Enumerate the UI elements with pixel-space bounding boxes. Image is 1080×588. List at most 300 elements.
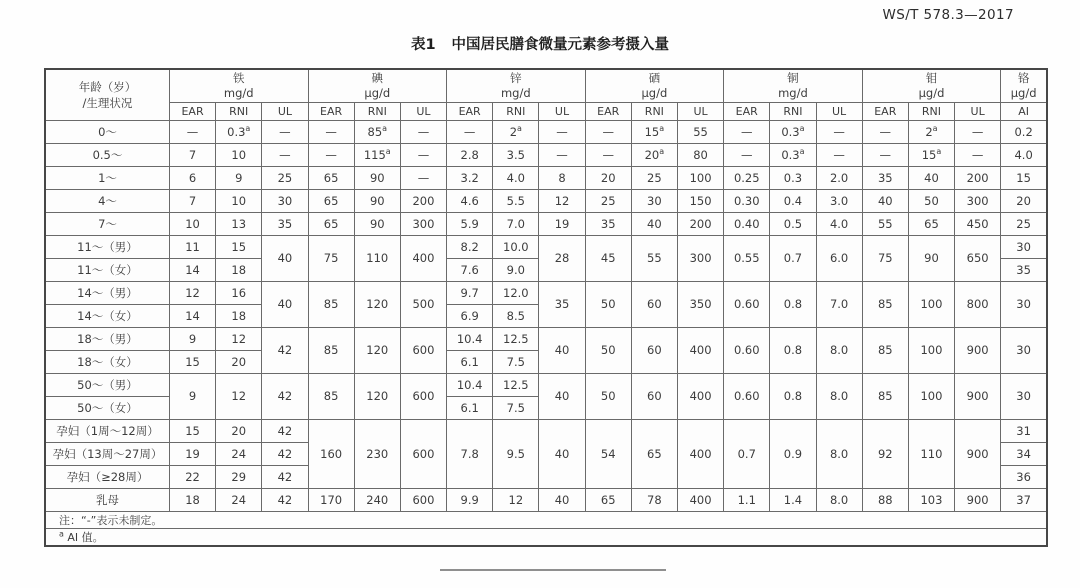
value-cell: 19 bbox=[539, 212, 585, 235]
value-cell: 29 bbox=[216, 465, 262, 488]
value-cell: 6 bbox=[169, 166, 215, 189]
value-cell: 90 bbox=[908, 235, 954, 281]
value-cell: 10.4 bbox=[447, 327, 493, 350]
footnote-marker: a bbox=[245, 123, 251, 133]
value-cell: 75 bbox=[862, 235, 908, 281]
value-cell: 100 bbox=[908, 327, 954, 373]
value-cell: 25 bbox=[631, 166, 677, 189]
value-cell: 200 bbox=[955, 166, 1001, 189]
sub-header: EAR bbox=[308, 102, 354, 120]
page-footer-rule bbox=[440, 569, 666, 571]
value-cell: 50 bbox=[585, 327, 631, 373]
value-cell: 110 bbox=[908, 419, 954, 488]
footnote-marker: a bbox=[936, 146, 942, 156]
value-cell: 19 bbox=[169, 442, 215, 465]
sub-header: UL bbox=[262, 102, 308, 120]
value-cell: — bbox=[862, 143, 908, 166]
value-cell: 85 bbox=[308, 327, 354, 373]
value-cell: 25 bbox=[585, 189, 631, 212]
table-row bbox=[45, 189, 1047, 212]
value-cell: 40 bbox=[539, 373, 585, 419]
footnote-marker: a bbox=[382, 123, 388, 133]
sub-header: RNI bbox=[354, 102, 400, 120]
sub-header: UL bbox=[539, 102, 585, 120]
footnote-marker: a bbox=[799, 146, 805, 156]
value-cell: 9.0 bbox=[493, 258, 539, 281]
value-cell: 30 bbox=[1001, 327, 1047, 373]
sub-header: AI bbox=[1001, 102, 1047, 120]
value-cell: 90 bbox=[354, 166, 400, 189]
value-cell: 60 bbox=[631, 327, 677, 373]
value-cell: 14 bbox=[169, 258, 215, 281]
value-cell: 8.0 bbox=[816, 419, 862, 488]
value-cell: 25 bbox=[262, 166, 308, 189]
note-row bbox=[45, 528, 1047, 546]
value-cell: 400 bbox=[400, 235, 446, 281]
value-cell: 88 bbox=[862, 488, 908, 511]
value-cell: 2.0 bbox=[816, 166, 862, 189]
sub-header: UL bbox=[816, 102, 862, 120]
value-cell: 230 bbox=[354, 419, 400, 488]
footnote-marker: a bbox=[517, 123, 522, 133]
value-cell: 8.0 bbox=[816, 327, 862, 373]
value-cell: 12.5 bbox=[493, 373, 539, 396]
value-cell: 8.0 bbox=[816, 373, 862, 419]
value-cell: 35 bbox=[1001, 258, 1047, 281]
value-cell: 10.0 bbox=[493, 235, 539, 258]
row-label: 孕妇（13周～27周） bbox=[45, 442, 169, 465]
value-cell: 3.0 bbox=[816, 189, 862, 212]
value-cell: 600 bbox=[400, 373, 446, 419]
value-cell: 600 bbox=[400, 419, 446, 488]
value-cell: 34 bbox=[1001, 442, 1047, 465]
sub-header: EAR bbox=[585, 102, 631, 120]
value-cell: 42 bbox=[262, 442, 308, 465]
value-cell: 0.30 bbox=[724, 189, 770, 212]
footnote-marker: a bbox=[659, 146, 665, 156]
value-cell: 0.3$^a$ bbox=[770, 143, 816, 166]
row-label: 50～（男） bbox=[45, 373, 169, 396]
value-cell: 75 bbox=[308, 235, 354, 281]
sub-header: UL bbox=[400, 102, 446, 120]
value-cell: 0.7 bbox=[770, 235, 816, 281]
value-cell: 55 bbox=[631, 235, 677, 281]
value-cell: 12 bbox=[169, 281, 215, 304]
value-cell: 4.0 bbox=[816, 212, 862, 235]
value-cell: 40 bbox=[539, 419, 585, 488]
value-cell: 0.8 bbox=[770, 327, 816, 373]
value-cell: 0.4 bbox=[770, 189, 816, 212]
value-cell: 45 bbox=[585, 235, 631, 281]
value-cell: 0.8 bbox=[770, 373, 816, 419]
value-cell: 600 bbox=[400, 327, 446, 373]
table-row bbox=[45, 143, 1047, 166]
value-cell: 42 bbox=[262, 419, 308, 442]
row-label: 1～ bbox=[45, 166, 169, 189]
value-cell: 350 bbox=[677, 281, 723, 327]
value-cell: 0.2 bbox=[1001, 120, 1047, 143]
element-group-header: 铬 μg/d bbox=[1001, 69, 1047, 102]
value-cell: 12 bbox=[539, 189, 585, 212]
table-row bbox=[45, 488, 1047, 511]
value-cell: 15 bbox=[216, 235, 262, 258]
value-cell: 450 bbox=[955, 212, 1001, 235]
value-cell: 0.60 bbox=[724, 327, 770, 373]
value-cell: 4.0 bbox=[1001, 143, 1047, 166]
dietary-reference-intake-table bbox=[44, 68, 1048, 547]
value-cell: 400 bbox=[677, 488, 723, 511]
value-cell: 20 bbox=[216, 419, 262, 442]
value-cell: 10.4 bbox=[447, 373, 493, 396]
value-cell: 90 bbox=[354, 189, 400, 212]
value-cell: 65 bbox=[908, 212, 954, 235]
value-cell: — bbox=[262, 120, 308, 143]
value-cell: 8 bbox=[539, 166, 585, 189]
table-notes bbox=[45, 511, 1047, 546]
value-cell: — bbox=[585, 143, 631, 166]
footnote-marker: a bbox=[385, 146, 391, 156]
value-cell: — bbox=[400, 166, 446, 189]
value-cell: — bbox=[955, 143, 1001, 166]
value-cell: 3.5 bbox=[493, 143, 539, 166]
value-cell: 10 bbox=[216, 189, 262, 212]
value-cell: 5.5 bbox=[493, 189, 539, 212]
sub-header: EAR bbox=[169, 102, 215, 120]
row-label: 11～（男） bbox=[45, 235, 169, 258]
value-cell: 200 bbox=[400, 189, 446, 212]
value-cell: 1.4 bbox=[770, 488, 816, 511]
value-cell: 40 bbox=[262, 235, 308, 281]
note-text: $^a$ AI 值。 bbox=[45, 528, 1047, 546]
value-cell: 54 bbox=[585, 419, 631, 488]
value-cell: 40 bbox=[539, 488, 585, 511]
note-row bbox=[45, 511, 1047, 528]
value-cell: 7.6 bbox=[447, 258, 493, 281]
value-cell: 85 bbox=[862, 281, 908, 327]
value-cell: 0.3 bbox=[770, 166, 816, 189]
row-label: 孕妇（1周～12周） bbox=[45, 419, 169, 442]
row-label: 11～（女） bbox=[45, 258, 169, 281]
value-cell: 11 bbox=[169, 235, 215, 258]
value-cell: 15 bbox=[169, 350, 215, 373]
row-label: 0～ bbox=[45, 120, 169, 143]
value-cell: 12 bbox=[216, 327, 262, 350]
standard-number: WS/T 578.3—2017 bbox=[882, 7, 1014, 23]
row-label: 14～（男） bbox=[45, 281, 169, 304]
value-cell: 2$^a$ bbox=[493, 120, 539, 143]
value-cell: 65 bbox=[308, 166, 354, 189]
value-cell: 900 bbox=[955, 488, 1001, 511]
value-cell: 30 bbox=[1001, 373, 1047, 419]
value-cell: 40 bbox=[862, 189, 908, 212]
value-cell: 12 bbox=[216, 373, 262, 419]
value-cell: 20 bbox=[1001, 189, 1047, 212]
sub-header: EAR bbox=[447, 102, 493, 120]
value-cell: 65 bbox=[585, 488, 631, 511]
value-cell: 35 bbox=[262, 212, 308, 235]
value-cell: — bbox=[169, 120, 215, 143]
value-cell: 15 bbox=[1001, 166, 1047, 189]
element-group-header: 钼 μg/d bbox=[862, 69, 1001, 102]
value-cell: 7.0 bbox=[493, 212, 539, 235]
value-cell: 85 bbox=[308, 373, 354, 419]
table-row bbox=[45, 419, 1047, 442]
value-cell: 8.5 bbox=[493, 304, 539, 327]
row-label: 7～ bbox=[45, 212, 169, 235]
table-row bbox=[45, 120, 1047, 143]
value-cell: 400 bbox=[677, 419, 723, 488]
value-cell: 0.8 bbox=[770, 281, 816, 327]
value-cell: 600 bbox=[400, 488, 446, 511]
value-cell: 10 bbox=[216, 143, 262, 166]
value-cell: 300 bbox=[955, 189, 1001, 212]
value-cell: 0.55 bbox=[724, 235, 770, 281]
value-cell: 20 bbox=[585, 166, 631, 189]
row-label: 50～（女） bbox=[45, 396, 169, 419]
value-cell: 65 bbox=[308, 189, 354, 212]
value-cell: 0.60 bbox=[724, 373, 770, 419]
value-cell: 110 bbox=[354, 235, 400, 281]
value-cell: 9.9 bbox=[447, 488, 493, 511]
value-cell: 0.7 bbox=[724, 419, 770, 488]
note-text: 注：“-”表示未制定。 bbox=[45, 511, 1047, 528]
sub-header: EAR bbox=[862, 102, 908, 120]
sub-header: RNI bbox=[216, 102, 262, 120]
value-cell: 7.5 bbox=[493, 396, 539, 419]
value-cell: 30 bbox=[1001, 281, 1047, 327]
header-row-groups bbox=[45, 69, 1047, 102]
value-cell: 0.3$^a$ bbox=[770, 120, 816, 143]
value-cell: 36 bbox=[1001, 465, 1047, 488]
value-cell: 7.0 bbox=[816, 281, 862, 327]
sub-header: EAR bbox=[724, 102, 770, 120]
value-cell: 0.40 bbox=[724, 212, 770, 235]
value-cell: 7 bbox=[169, 143, 215, 166]
value-cell: 12.5 bbox=[493, 327, 539, 350]
value-cell: 120 bbox=[354, 327, 400, 373]
value-cell: 300 bbox=[400, 212, 446, 235]
value-cell: — bbox=[539, 143, 585, 166]
row-label: 14～（女） bbox=[45, 304, 169, 327]
table-row bbox=[45, 327, 1047, 350]
value-cell: 14 bbox=[169, 304, 215, 327]
header-row-subs bbox=[45, 102, 1047, 120]
footnote-marker: a bbox=[59, 528, 64, 538]
value-cell: — bbox=[862, 120, 908, 143]
value-cell: 15$^a$ bbox=[631, 120, 677, 143]
value-cell: 30 bbox=[631, 189, 677, 212]
table-row bbox=[45, 235, 1047, 258]
value-cell: 16 bbox=[216, 281, 262, 304]
value-cell: 55 bbox=[862, 212, 908, 235]
value-cell: — bbox=[539, 120, 585, 143]
table-head bbox=[45, 69, 1047, 120]
sub-header: RNI bbox=[770, 102, 816, 120]
value-cell: 18 bbox=[169, 488, 215, 511]
value-cell: 24 bbox=[216, 488, 262, 511]
value-cell: 85 bbox=[862, 327, 908, 373]
sub-header: RNI bbox=[908, 102, 954, 120]
element-group-header: 硒 μg/d bbox=[585, 69, 724, 102]
value-cell: 85 bbox=[862, 373, 908, 419]
value-cell: 100 bbox=[908, 373, 954, 419]
value-cell: 9 bbox=[216, 166, 262, 189]
value-cell: 3.2 bbox=[447, 166, 493, 189]
value-cell: 85 bbox=[308, 281, 354, 327]
value-cell: 20$^a$ bbox=[631, 143, 677, 166]
element-group-header: 铁 mg/d bbox=[169, 69, 308, 102]
sub-header: RNI bbox=[631, 102, 677, 120]
table-row bbox=[45, 212, 1047, 235]
footnote-marker: a bbox=[799, 123, 805, 133]
value-cell: 7.5 bbox=[493, 350, 539, 373]
value-cell: 30 bbox=[262, 189, 308, 212]
value-cell: 120 bbox=[354, 281, 400, 327]
value-cell: — bbox=[955, 120, 1001, 143]
value-cell: 6.1 bbox=[447, 350, 493, 373]
value-cell: 9.7 bbox=[447, 281, 493, 304]
value-cell: 40 bbox=[631, 212, 677, 235]
value-cell: 6.9 bbox=[447, 304, 493, 327]
value-cell: 115$^a$ bbox=[354, 143, 400, 166]
value-cell: 240 bbox=[354, 488, 400, 511]
value-cell: 40 bbox=[539, 327, 585, 373]
table-row bbox=[45, 166, 1047, 189]
value-cell: 15 bbox=[169, 419, 215, 442]
value-cell: 2.8 bbox=[447, 143, 493, 166]
value-cell: 18 bbox=[216, 258, 262, 281]
value-cell: 92 bbox=[862, 419, 908, 488]
value-cell: 150 bbox=[677, 189, 723, 212]
table-body bbox=[45, 120, 1047, 511]
row-label: 4～ bbox=[45, 189, 169, 212]
value-cell: 40 bbox=[262, 281, 308, 327]
sub-header: UL bbox=[677, 102, 723, 120]
value-cell: 6.0 bbox=[816, 235, 862, 281]
value-cell: 900 bbox=[955, 419, 1001, 488]
value-cell: 170 bbox=[308, 488, 354, 511]
value-cell: 6.1 bbox=[447, 396, 493, 419]
value-cell: 31 bbox=[1001, 419, 1047, 442]
value-cell: 7.8 bbox=[447, 419, 493, 488]
value-cell: 15$^a$ bbox=[908, 143, 954, 166]
value-cell: — bbox=[447, 120, 493, 143]
value-cell: 9.5 bbox=[493, 419, 539, 488]
value-cell: 50 bbox=[585, 281, 631, 327]
value-cell: 78 bbox=[631, 488, 677, 511]
value-cell: 22 bbox=[169, 465, 215, 488]
value-cell: 18 bbox=[216, 304, 262, 327]
table-row bbox=[45, 373, 1047, 396]
value-cell: 28 bbox=[539, 235, 585, 281]
value-cell: 24 bbox=[216, 442, 262, 465]
value-cell: 0.5 bbox=[770, 212, 816, 235]
value-cell: 100 bbox=[677, 166, 723, 189]
value-cell: 25 bbox=[1001, 212, 1047, 235]
footnote-marker: a bbox=[659, 123, 665, 133]
value-cell: 1.1 bbox=[724, 488, 770, 511]
value-cell: 35 bbox=[862, 166, 908, 189]
value-cell: 42 bbox=[262, 373, 308, 419]
value-cell: 9 bbox=[169, 373, 215, 419]
value-cell: 0.3$^a$ bbox=[216, 120, 262, 143]
age-column-header: 年龄（岁） /生理状况 bbox=[45, 69, 169, 120]
element-group-header: 铜 mg/d bbox=[724, 69, 863, 102]
sub-header: RNI bbox=[493, 102, 539, 120]
value-cell: 8.0 bbox=[816, 488, 862, 511]
value-cell: 20 bbox=[216, 350, 262, 373]
value-cell: 35 bbox=[539, 281, 585, 327]
value-cell: 2$^a$ bbox=[908, 120, 954, 143]
value-cell: 0.60 bbox=[724, 281, 770, 327]
value-cell: — bbox=[308, 143, 354, 166]
value-cell: 900 bbox=[955, 327, 1001, 373]
value-cell: 60 bbox=[631, 373, 677, 419]
table-name: 中国居民膳食微量元素参考摄入量 bbox=[451, 37, 670, 53]
value-cell: 7 bbox=[169, 189, 215, 212]
value-cell: — bbox=[724, 143, 770, 166]
value-cell: 100 bbox=[908, 281, 954, 327]
value-cell: 60 bbox=[631, 281, 677, 327]
value-cell: 800 bbox=[955, 281, 1001, 327]
row-label: 18～（男） bbox=[45, 327, 169, 350]
value-cell: 42 bbox=[262, 327, 308, 373]
value-cell: — bbox=[724, 120, 770, 143]
row-label: 0.5～ bbox=[45, 143, 169, 166]
row-label: 孕妇（≥28周） bbox=[45, 465, 169, 488]
value-cell: — bbox=[585, 120, 631, 143]
value-cell: 55 bbox=[677, 120, 723, 143]
value-cell: 650 bbox=[955, 235, 1001, 281]
value-cell: 9 bbox=[169, 327, 215, 350]
value-cell: 65 bbox=[631, 419, 677, 488]
value-cell: 37 bbox=[1001, 488, 1047, 511]
row-label: 18～（女） bbox=[45, 350, 169, 373]
table-title bbox=[0, 33, 1080, 54]
value-cell: 400 bbox=[677, 373, 723, 419]
value-cell: 50 bbox=[585, 373, 631, 419]
value-cell: 400 bbox=[677, 327, 723, 373]
value-cell: — bbox=[816, 120, 862, 143]
value-cell: 65 bbox=[308, 212, 354, 235]
value-cell: 42 bbox=[262, 465, 308, 488]
value-cell: 0.9 bbox=[770, 419, 816, 488]
value-cell: 4.0 bbox=[493, 166, 539, 189]
value-cell: 8.2 bbox=[447, 235, 493, 258]
table-row bbox=[45, 281, 1047, 304]
value-cell: 5.9 bbox=[447, 212, 493, 235]
footnote-marker: a bbox=[932, 123, 938, 133]
value-cell: 85$^a$ bbox=[354, 120, 400, 143]
value-cell: 160 bbox=[308, 419, 354, 488]
sub-header: UL bbox=[955, 102, 1001, 120]
value-cell: — bbox=[262, 143, 308, 166]
value-cell: 200 bbox=[677, 212, 723, 235]
value-cell: 500 bbox=[400, 281, 446, 327]
element-group-header: 锌 mg/d bbox=[447, 69, 586, 102]
value-cell: 30 bbox=[1001, 235, 1047, 258]
value-cell: 12 bbox=[493, 488, 539, 511]
value-cell: 50 bbox=[908, 189, 954, 212]
element-group-header: 碘 μg/d bbox=[308, 69, 447, 102]
value-cell: 12.0 bbox=[493, 281, 539, 304]
value-cell: — bbox=[400, 120, 446, 143]
value-cell: 4.6 bbox=[447, 189, 493, 212]
value-cell: 42 bbox=[262, 488, 308, 511]
value-cell: 103 bbox=[908, 488, 954, 511]
row-label: 乳母 bbox=[45, 488, 169, 511]
value-cell: 900 bbox=[955, 373, 1001, 419]
